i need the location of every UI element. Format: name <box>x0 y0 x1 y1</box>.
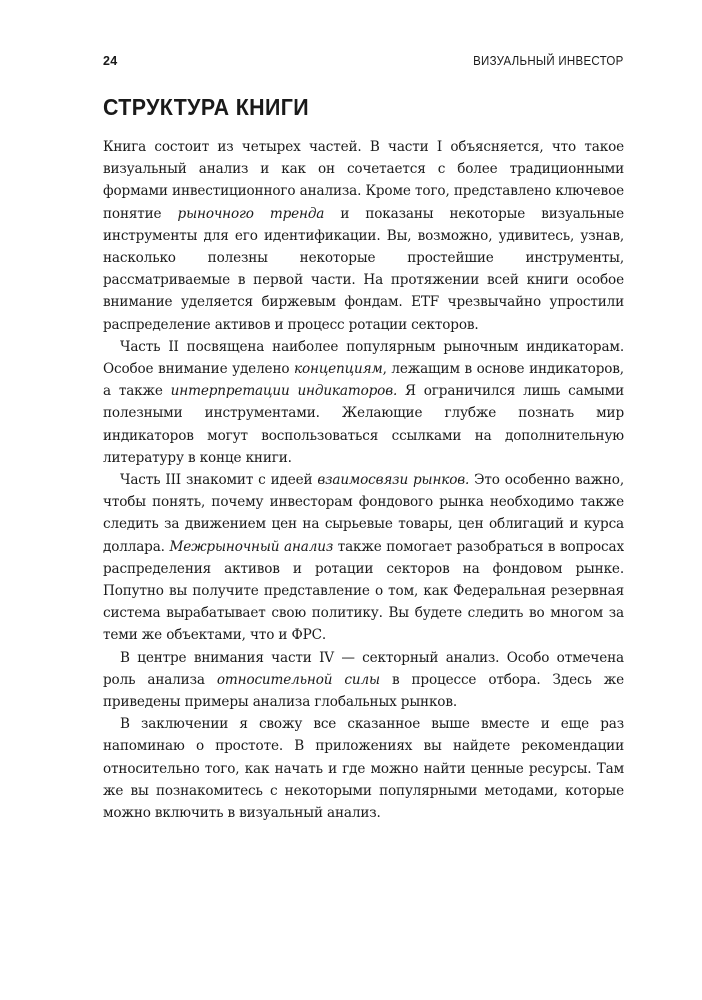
text-run: Часть II посвящена наиболее популярным рыночным индикаторам. Особое внимание уделено <box>103 338 624 378</box>
body-text <box>103 136 624 824</box>
text-run: также помогает разобраться в вопросах распределения активов и ротации секторов на фондовом рынке. Попутно вы получите представление о том, как Федеральная резервная система вырабатывает свою политику. Вы будете следить во многом за теми же объектами, что и ФРС. <box>103 538 624 644</box>
running-title: ВИЗУАЛЬНЫЙ ИНВЕСТОР <box>473 54 624 68</box>
paragraph-3 <box>103 469 624 647</box>
text-run: В центре внимания части IV — секторный анализ. Особо отмечена роль анализа <box>103 649 624 688</box>
italic-term: интерпретации индикаторов. <box>170 383 398 400</box>
text-run: В заключении я свожу все сказанное выше вместе и еще раз напоминаю о простоте. В приложениях вы найдете рекомендации относительно того, как начать и где можно найти ценные ресурсы. Там же вы познакомитесь с некоторыми популярными методами, которые можно включить в визуальный анализ. <box>103 716 624 822</box>
running-header <box>103 54 624 68</box>
text-run: , лежащим в основе индикаторов, а также <box>103 361 624 400</box>
text-run: Это особенно важно, чтобы понять, почему инвесторам фондового рынка необходимо также следить за движением цен на сырьевые товары, цен облигаций и курса доллара. <box>103 472 624 555</box>
italic-term: взаимосвязи рынков. <box>317 472 470 489</box>
text-run: Я ограничился лишь самыми полезными инструментами. Желающие глубже познать мир индикаторов могут воспользоваться ссылками на дополнительную литературу в конце книги. <box>103 383 624 466</box>
page-number: 24 <box>103 54 118 68</box>
paragraph-5 <box>103 713 624 824</box>
text-run: в процессе отбора. Здесь же приведены примеры анализа глобальных рынков. <box>103 671 624 711</box>
paragraph-2 <box>103 336 624 469</box>
paragraph-4 <box>103 647 624 714</box>
italic-term: концепциям <box>294 361 383 378</box>
italic-term: Межрыночный анализ <box>169 538 334 555</box>
text-run: и показаны некоторые визуальные инструменты для его идентификации. Вы, возможно, удивитесь, узнав, насколько полезны некоторые простейшие инструменты, рассматриваемые в первой части. На протяжении всей книги особое внимание уделяется биржевым фондам. ETF чрезвычайно упростили распределение активов и процесс ротации секторов. <box>103 205 624 333</box>
text-run: Книга состоит из четырех частей. В части I объясняется, что такое визуальный анализ и как он сочетается с более традиционными формами инвестиционного анализа. Кроме того, представлено ключевое понятие <box>103 139 624 222</box>
text-run: Часть III знакомит с идеей <box>120 472 318 489</box>
italic-term: относительной силы <box>216 671 380 688</box>
italic-term: рыночного тренда <box>177 205 325 222</box>
section-title: СТРУКТУРА КНИГИ <box>103 94 309 120</box>
paragraph-1 <box>103 136 624 336</box>
